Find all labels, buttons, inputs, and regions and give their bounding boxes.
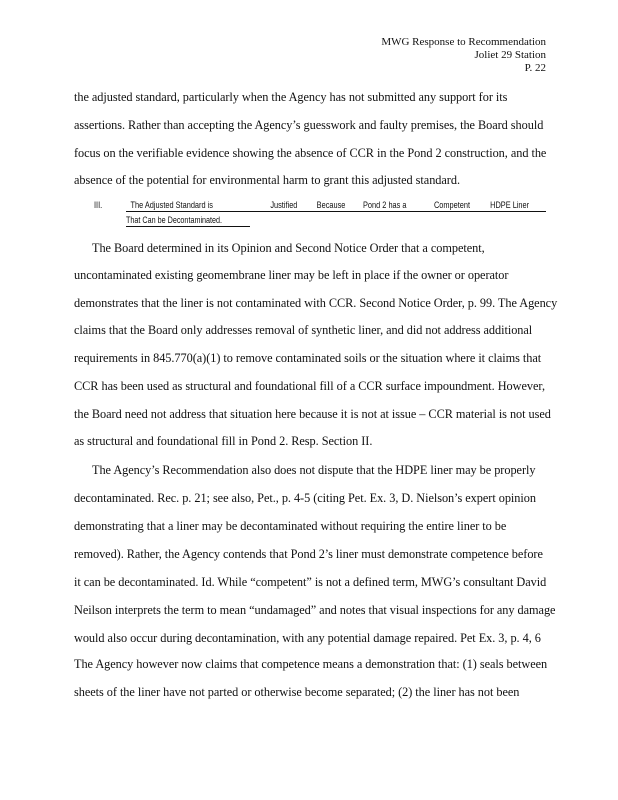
heading-part-4: Pond 2 has a: [363, 200, 407, 210]
body-line-17: it can be decontaminated. Id. While “competent” is not a defined term, MWG’s consultant David: [74, 575, 547, 589]
body-line-5: The Board determined in its Opinion and Second Notice Order that a competent,: [92, 241, 485, 255]
body-line-14: decontaminated. Rec. p. 21; see also, Pet., p. 4-5 (citing Pet. Ex. 3, D. Nielson’s expert opinion: [74, 491, 536, 505]
heading-number: III.: [94, 200, 103, 210]
body-line-19: would also occur during decontamination, with any potential damage repaired. Pet Ex. 3, p. 4, 6: [74, 631, 541, 645]
heading-part-6: HDPE Liner: [490, 200, 530, 210]
body-line-8: claims that the Board only addresses removal of synthetic liner, and did not address additional: [74, 323, 533, 337]
body-line-10: CCR has been used as structural and foundational fill of a CCR surface impoundment. However,: [74, 379, 545, 393]
heading-underline: [126, 211, 546, 212]
heading-part-1: The Adjusted Standard is: [130, 200, 213, 210]
body-line-16: removed). Rather, the Agency contends that Pond 2’s liner must demonstrate competence before: [74, 547, 543, 561]
body-line-2: assertions. Rather than accepting the Agency’s guesswork and faulty premises, the Board should: [74, 118, 544, 132]
body-line-18: Neilson interprets the term to mean “undamaged” and notes that visual inspections for any damage: [74, 603, 556, 617]
section-heading: [94, 200, 529, 210]
body-line-9: requirements in 845.770(a)(1) to remove contaminated soils or the situation where it claims that: [74, 351, 542, 365]
heading-part-3: Because: [316, 200, 346, 210]
heading-part-5: Competent: [433, 200, 471, 210]
header-station: Joliet 29 Station: [474, 49, 546, 61]
body-line-21: sheets of the liner have not parted or otherwise become separated; (2) the liner has not been: [74, 685, 520, 699]
body-line-7: demonstrates that the liner is not contaminated with CCR. Second Notice Order, p. 99. The Agency: [74, 296, 558, 310]
header-title: MWG Response to Recommendation: [381, 36, 546, 48]
body-line-1: the adjusted standard, particularly when the Agency has not submitted any support for its: [74, 90, 508, 104]
body-line-6: uncontaminated existing geomembrane liner may be left in place if the owner or operator: [74, 268, 509, 282]
body-line-13: The Agency’s Recommendation also does not dispute that the HDPE liner may be properly: [92, 463, 536, 477]
body-line-20: The Agency however now claims that competence means a demonstration that: (1) seals between: [74, 657, 548, 671]
header-page-number: P. 22: [524, 62, 546, 74]
heading-part-2: Justified: [270, 200, 298, 210]
body-line-4: absence of the potential for environmental harm to grant this adjusted standard.: [74, 173, 460, 187]
page-header: [381, 36, 546, 75]
body-line-3: focus on the verifiable evidence showing the absence of CCR in the Pond 2 construction, and the: [74, 146, 547, 160]
body-line-15: demonstrating that a liner may be decontaminated without requiring the entire liner to be: [74, 519, 507, 533]
body-line-12: as structural and foundational fill in Pond 2. Resp. Section II.: [74, 434, 373, 448]
body-line-11: the Board need not address that situation here because it is not at issue – CCR material is not used: [74, 407, 551, 421]
heading-underline-2: [126, 226, 250, 227]
heading-part-7: That Can be Decontaminated.: [126, 215, 223, 225]
